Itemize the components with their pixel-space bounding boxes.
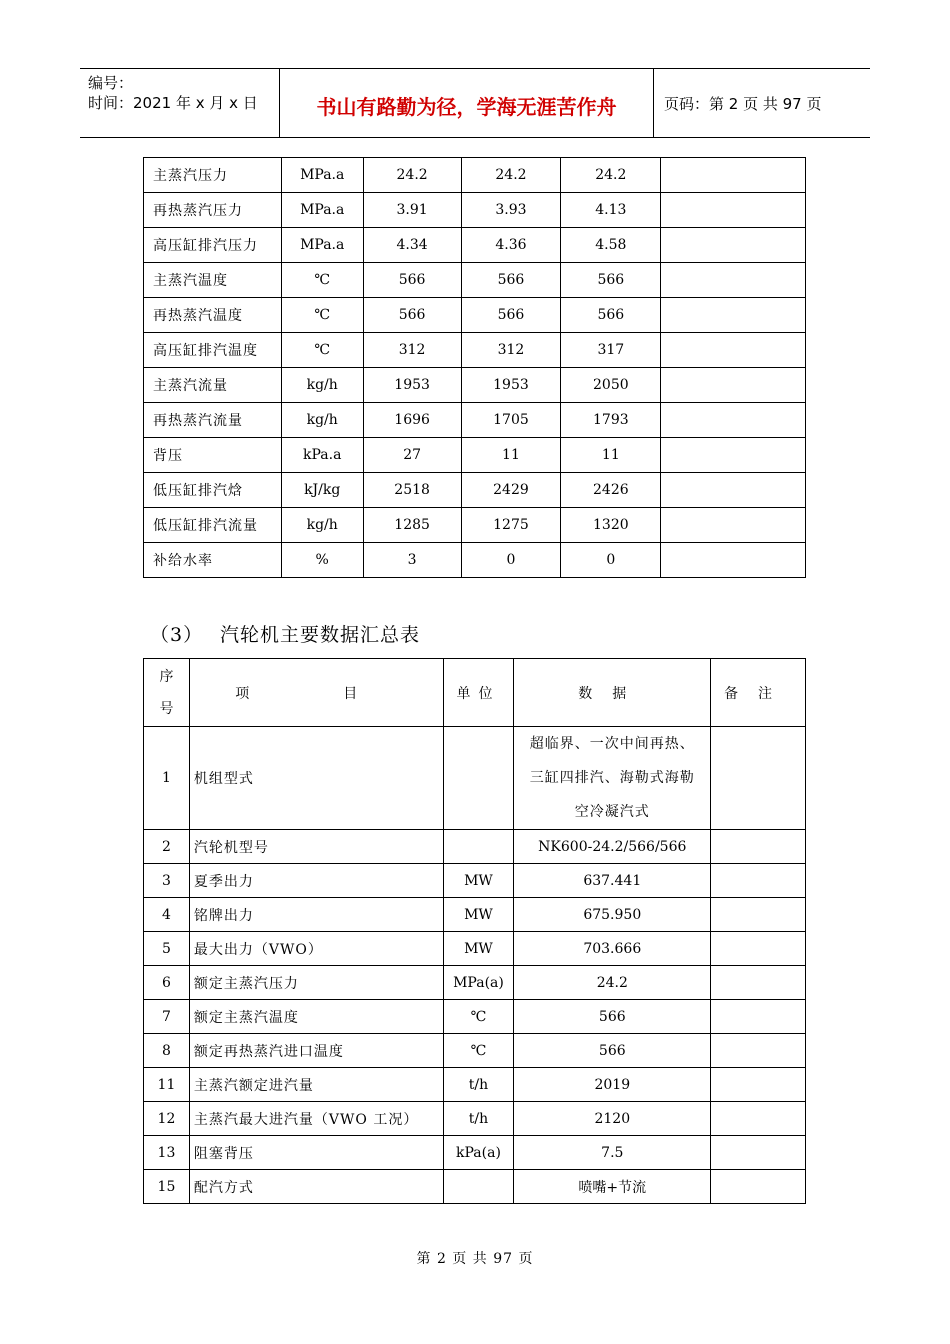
unit-cell: kPa.a	[281, 438, 363, 473]
table-row	[144, 864, 806, 898]
value-cell: 1285	[363, 508, 461, 543]
unit-cell: kg/h	[281, 508, 363, 543]
page-header	[80, 68, 870, 138]
table-row	[144, 1034, 806, 1068]
note-cell	[661, 508, 806, 543]
unit-cell: ℃	[443, 1034, 514, 1068]
data-cell	[514, 727, 711, 830]
data-cell: 喷嘴+节流	[514, 1170, 711, 1204]
seq-cell: 6	[144, 966, 190, 1000]
table-row	[144, 966, 806, 1000]
value-cell: 312	[461, 333, 561, 368]
value-cell: 3.93	[461, 193, 561, 228]
seq-cell: 5	[144, 932, 190, 966]
param-name-cell: 背压	[144, 438, 282, 473]
turbine-summary-table	[143, 658, 806, 1204]
item-cell: 额定主蒸汽温度	[189, 1000, 443, 1034]
data-line-2: 三缸四排汽、海勒式海勒	[529, 770, 695, 786]
unit-cell: ℃	[281, 263, 363, 298]
param-name-cell: 再热蒸汽流量	[144, 403, 282, 438]
value-cell: 566	[561, 298, 661, 333]
header-note: 备注	[711, 659, 806, 727]
param-name-cell: 补给水率	[144, 543, 282, 578]
value-cell: 11	[461, 438, 561, 473]
value-cell: 3	[363, 543, 461, 578]
unit-cell	[443, 830, 514, 864]
data-cell: 637.441	[514, 864, 711, 898]
unit-cell: ℃	[281, 333, 363, 368]
page-footer: 第 2 页 共 97 页	[416, 1251, 534, 1267]
table-row	[144, 228, 806, 263]
note-cell	[711, 1102, 806, 1136]
header-page-info: 页码：第 2 页 共 97 页	[664, 94, 822, 113]
table-row	[144, 932, 806, 966]
seq-cell: 7	[144, 1000, 190, 1034]
note-cell	[661, 368, 806, 403]
table-row	[144, 1136, 806, 1170]
param-name-cell: 主蒸汽压力	[144, 158, 282, 193]
value-cell: 4.36	[461, 228, 561, 263]
value-cell: 2429	[461, 473, 561, 508]
item-cell: 额定再热蒸汽进口温度	[189, 1034, 443, 1068]
param-name-cell: 主蒸汽温度	[144, 263, 282, 298]
note-cell	[661, 193, 806, 228]
unit-cell: MW	[443, 864, 514, 898]
table-row	[144, 898, 806, 932]
note-cell	[711, 864, 806, 898]
unit-cell: MW	[443, 898, 514, 932]
unit-cell: MPa.a	[281, 158, 363, 193]
note-cell	[711, 727, 806, 830]
data-cell: 24.2	[514, 966, 711, 1000]
value-cell: 566	[461, 298, 561, 333]
note-cell	[711, 1170, 806, 1204]
note-cell	[711, 898, 806, 932]
value-cell: 4.13	[561, 193, 661, 228]
data-cell: 703.666	[514, 932, 711, 966]
unit-cell: MW	[443, 932, 514, 966]
value-cell: 24.2	[561, 158, 661, 193]
data-cell: 675.950	[514, 898, 711, 932]
item-cell: 阻塞背压	[189, 1136, 443, 1170]
note-cell	[661, 158, 806, 193]
header-seq	[144, 659, 190, 727]
value-cell: 24.2	[461, 158, 561, 193]
seq-cell: 4	[144, 898, 190, 932]
note-cell	[661, 298, 806, 333]
unit-cell: MPa.a	[281, 228, 363, 263]
unit-cell: ℃	[443, 1000, 514, 1034]
table-row	[144, 1102, 806, 1136]
value-cell: 2518	[363, 473, 461, 508]
seq-cell: 12	[144, 1102, 190, 1136]
param-name-cell: 再热蒸汽温度	[144, 298, 282, 333]
item-cell: 机组型式	[189, 727, 443, 830]
note-cell	[711, 932, 806, 966]
note-cell	[711, 1000, 806, 1034]
value-cell: 11	[561, 438, 661, 473]
data-cell: 7.5	[514, 1136, 711, 1170]
item-cell: 汽轮机型号	[189, 830, 443, 864]
table-row	[144, 1068, 806, 1102]
table-header-row	[144, 659, 806, 727]
value-cell: 1320	[561, 508, 661, 543]
table-row	[144, 1000, 806, 1034]
item-cell: 主蒸汽最大进汽量（VWO 工况）	[189, 1102, 443, 1136]
table-row	[144, 263, 806, 298]
table-row	[144, 508, 806, 543]
table-row	[144, 158, 806, 193]
table-row	[144, 438, 806, 473]
value-cell: 1696	[363, 403, 461, 438]
item-cell: 铭牌出力	[189, 898, 443, 932]
value-cell: 1953	[461, 368, 561, 403]
seq-cell: 2	[144, 830, 190, 864]
note-cell	[711, 830, 806, 864]
note-cell	[711, 966, 806, 1000]
unit-cell: t/h	[443, 1102, 514, 1136]
table-row	[144, 368, 806, 403]
note-cell	[661, 263, 806, 298]
item-cell: 配汽方式	[189, 1170, 443, 1204]
value-cell: 1705	[461, 403, 561, 438]
unit-cell	[443, 1170, 514, 1204]
value-cell: 2050	[561, 368, 661, 403]
number-label: 编号：	[88, 74, 134, 92]
param-name-cell: 低压缸排汽焓	[144, 473, 282, 508]
header-unit: 单位	[443, 659, 514, 727]
value-cell: 1275	[461, 508, 561, 543]
value-cell: 566	[561, 263, 661, 298]
header-seq-line1: 序	[159, 668, 174, 685]
seq-cell: 13	[144, 1136, 190, 1170]
value-cell: 566	[363, 298, 461, 333]
item-cell: 夏季出力	[189, 864, 443, 898]
data-cell: 2019	[514, 1068, 711, 1102]
note-cell	[661, 228, 806, 263]
data-cell: 2120	[514, 1102, 711, 1136]
unit-cell	[443, 727, 514, 830]
header-meta	[80, 69, 280, 137]
data-line-1: 超临界、一次中间再热、	[529, 736, 695, 752]
section-heading	[150, 620, 420, 647]
table-row	[144, 403, 806, 438]
seq-cell: 8	[144, 1034, 190, 1068]
param-name-cell: 主蒸汽流量	[144, 368, 282, 403]
value-cell: 2426	[561, 473, 661, 508]
data-cell: NK600-24.2/566/566	[514, 830, 711, 864]
param-name-cell: 再热蒸汽压力	[144, 193, 282, 228]
value-cell: 27	[363, 438, 461, 473]
table-row	[144, 333, 806, 368]
unit-cell: t/h	[443, 1068, 514, 1102]
data-cell: 566	[514, 1000, 711, 1034]
table-row	[144, 830, 806, 864]
unit-cell: kg/h	[281, 368, 363, 403]
table-row	[144, 473, 806, 508]
header-seq-line2: 号	[159, 700, 174, 717]
time-label: 时间：2021 年 x 月 x 日	[88, 94, 258, 112]
unit-cell: kJ/kg	[281, 473, 363, 508]
unit-cell: MPa(a)	[443, 966, 514, 1000]
value-cell: 0	[461, 543, 561, 578]
param-name-cell: 低压缸排汽流量	[144, 508, 282, 543]
value-cell: 3.91	[363, 193, 461, 228]
value-cell: 317	[561, 333, 661, 368]
steam-parameters-table	[143, 157, 806, 578]
note-cell	[711, 1034, 806, 1068]
note-cell	[661, 438, 806, 473]
value-cell: 1793	[561, 403, 661, 438]
value-cell: 566	[363, 263, 461, 298]
note-cell	[661, 473, 806, 508]
unit-cell: ℃	[281, 298, 363, 333]
table-row	[144, 298, 806, 333]
param-name-cell: 高压缸排汽温度	[144, 333, 282, 368]
unit-cell: %	[281, 543, 363, 578]
section-number: （3）	[150, 624, 204, 646]
note-cell	[711, 1136, 806, 1170]
param-name-cell: 高压缸排汽压力	[144, 228, 282, 263]
seq-cell: 1	[144, 727, 190, 830]
note-cell	[661, 333, 806, 368]
table-row	[144, 1170, 806, 1204]
header-item: 项 目	[189, 659, 443, 727]
table-row	[144, 543, 806, 578]
section-title: 汽轮机主要数据汇总表	[220, 624, 421, 646]
header-motto: 书山有路勤为径，学海无涯苦作舟	[280, 69, 654, 137]
seq-cell: 11	[144, 1068, 190, 1102]
value-cell: 4.58	[561, 228, 661, 263]
table-row	[144, 193, 806, 228]
unit-cell: kPa(a)	[443, 1136, 514, 1170]
value-cell: 4.34	[363, 228, 461, 263]
item-cell: 主蒸汽额定进汽量	[189, 1068, 443, 1102]
note-cell	[711, 1068, 806, 1102]
seq-cell: 3	[144, 864, 190, 898]
note-cell	[661, 543, 806, 578]
value-cell: 1953	[363, 368, 461, 403]
header-data: 数据	[514, 659, 711, 727]
unit-cell: kg/h	[281, 403, 363, 438]
data-line-3: 空冷凝汽式	[574, 804, 650, 820]
note-cell	[661, 403, 806, 438]
data-cell: 566	[514, 1034, 711, 1068]
seq-cell: 15	[144, 1170, 190, 1204]
value-cell: 312	[363, 333, 461, 368]
value-cell: 24.2	[363, 158, 461, 193]
value-cell: 0	[561, 543, 661, 578]
item-cell: 额定主蒸汽压力	[189, 966, 443, 1000]
unit-cell: MPa.a	[281, 193, 363, 228]
item-cell: 最大出力（VWO）	[189, 932, 443, 966]
table-row	[144, 727, 806, 830]
value-cell: 566	[461, 263, 561, 298]
